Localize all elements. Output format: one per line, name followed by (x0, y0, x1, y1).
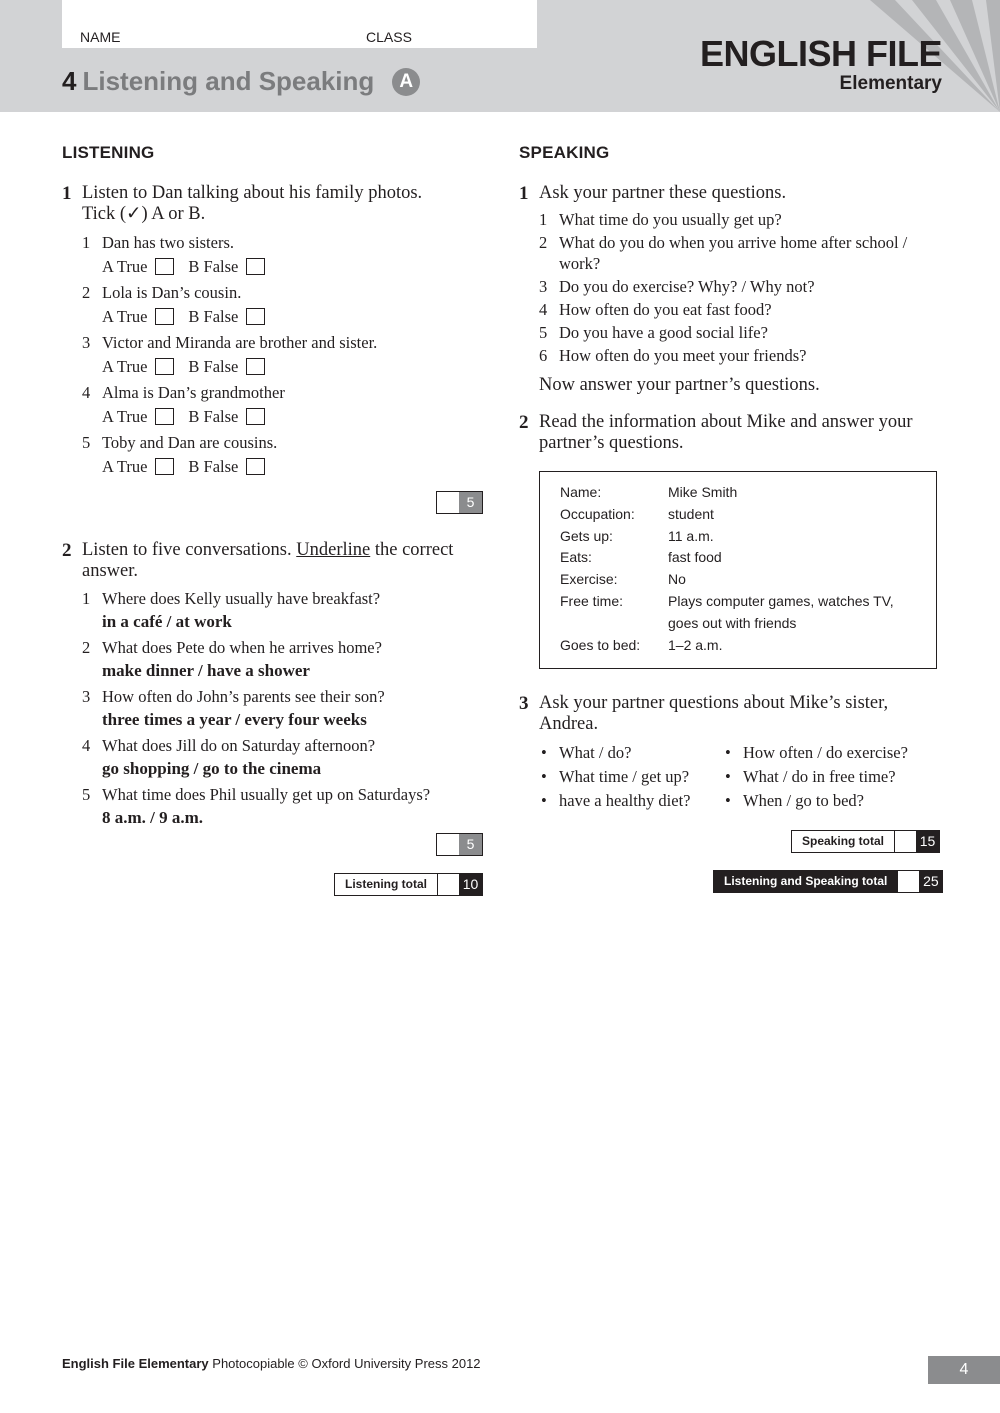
item-text: What time do you usually get up? (559, 210, 782, 229)
info-value: Mike Smith (668, 484, 738, 500)
item-number: 6 (539, 346, 548, 365)
total-label: Listening total (345, 877, 427, 891)
item-question: What time does Phil usually get up on Saturdays? (102, 785, 431, 804)
info-row (560, 591, 936, 635)
option-a-label: A True (102, 407, 148, 426)
info-row (560, 547, 936, 569)
list-item (82, 587, 482, 633)
question-instruction (62, 183, 482, 225)
question-instruction: Read the information about Mike and answer your partner’s questions. (539, 412, 913, 453)
version-badge: A (392, 68, 420, 96)
option-b-label: B False (188, 307, 239, 326)
listening-question-1 (62, 183, 482, 479)
prompt-item: • When / go to bed? (723, 789, 923, 813)
option-b-label: B False (188, 457, 239, 476)
item-question: What does Jill do on Saturday afternoon? (102, 736, 376, 755)
item-number: 3 (539, 277, 548, 296)
option-a-checkbox[interactable] (155, 458, 174, 475)
info-value: fast food (668, 549, 722, 566)
speaking-column (519, 143, 939, 813)
answer-options[interactable]: three times a year / every four weeks (102, 710, 367, 729)
list-item (539, 344, 939, 367)
item-number: 5 (82, 433, 91, 452)
item-text: What do you do when you arrive home after school / work? (559, 233, 908, 273)
speaking-question-1 (519, 183, 939, 396)
item-text: Victor and Miranda are brother and sister. (102, 333, 378, 352)
option-b-checkbox[interactable] (246, 258, 265, 275)
list-item (539, 208, 939, 231)
info-row (560, 526, 936, 548)
score-input[interactable] (437, 492, 459, 513)
list-item (82, 685, 482, 731)
item-number: 3 (82, 687, 91, 706)
speaking-question-3 (519, 693, 939, 813)
info-value: 1–2 a.m. (668, 636, 723, 653)
info-key: Exercise: (560, 571, 618, 588)
unit-title-text: Listening and Speaking (82, 66, 375, 96)
item-text: Dan has two sisters. (102, 233, 234, 252)
item-text: How often do you meet your friends? (559, 346, 807, 365)
prompt-list (519, 741, 939, 813)
option-b-checkbox[interactable] (246, 408, 265, 425)
question-number: 1 (519, 183, 529, 204)
info-value: student (668, 505, 714, 522)
score-max: 5 (459, 834, 482, 855)
speaking-total (791, 830, 940, 853)
item-number: 2 (82, 638, 91, 657)
true-false-options (102, 304, 482, 329)
prompt-item: • What time / get up? (539, 765, 723, 789)
list-item (539, 275, 939, 298)
item-number: 5 (539, 323, 548, 342)
listening-q2-score (436, 833, 483, 856)
question-instruction: Ask your partner these questions. (539, 183, 787, 203)
prompt-item: • What / do? (539, 741, 723, 765)
option-b-label: B False (188, 357, 239, 376)
instruction-underlined: Underline (296, 540, 371, 560)
item-number: 2 (539, 233, 548, 252)
true-false-options (102, 254, 482, 279)
list-item (539, 231, 939, 275)
question-number: 2 (519, 412, 529, 433)
listening-q1-score (436, 491, 483, 514)
item-number: 3 (82, 333, 91, 352)
info-value: Plays computer games, watches TV, goes out with friends (668, 592, 894, 631)
question-number: 2 (62, 540, 72, 561)
info-row (560, 504, 936, 526)
total-input[interactable] (437, 874, 459, 895)
info-row (560, 569, 936, 591)
question-number: 1 (62, 183, 72, 204)
info-key: Eats: (560, 549, 592, 566)
brand-logo (700, 34, 942, 94)
speaking-heading: SPEAKING (519, 143, 610, 162)
info-row (560, 482, 936, 504)
instruction-line: Tick (✓) A or B. (82, 204, 206, 224)
answer-options[interactable]: go shopping / go to the cinema (102, 759, 322, 778)
total-input[interactable] (894, 831, 916, 852)
page-number: 4 (928, 1356, 1000, 1384)
option-b-checkbox[interactable] (246, 358, 265, 375)
grand-total (713, 870, 943, 893)
name-label: NAME (80, 29, 121, 45)
listening-column (62, 143, 482, 481)
item-number: 1 (82, 233, 91, 252)
info-card (539, 471, 937, 669)
info-row (560, 635, 936, 657)
unit-number: 4 (62, 66, 77, 96)
total-value: 10 (459, 874, 482, 895)
footer-book-title: English File Elementary (62, 1356, 209, 1371)
true-false-options (102, 354, 482, 379)
name-class-bar (62, 0, 537, 48)
option-b-label: B False (188, 257, 239, 276)
option-a-checkbox[interactable] (155, 258, 174, 275)
footer-credit (62, 1356, 481, 1371)
score-max: 5 (459, 492, 482, 513)
listening-heading: LISTENING (62, 143, 155, 162)
item-text: Alma is Dan’s grandmother (102, 383, 285, 402)
brand-title: ENGLISH FILE (699, 33, 942, 74)
list-item (82, 783, 482, 829)
option-a-checkbox[interactable] (155, 408, 174, 425)
info-key: Gets up: (560, 527, 613, 544)
list-item (82, 431, 482, 479)
answer-options[interactable]: 8 a.m. / 9 a.m. (102, 808, 204, 827)
option-a-label: A True (102, 357, 148, 376)
list-item (82, 231, 482, 279)
item-question: Where does Kelly usually have breakfast? (102, 589, 381, 608)
option-b-checkbox[interactable] (246, 308, 265, 325)
instruction-text: the correct answer. (82, 540, 454, 581)
list-item (539, 321, 939, 344)
item-number: 4 (82, 736, 91, 755)
item-question: How often do John’s parents see their son? (102, 687, 385, 706)
brand-subtitle: Elementary (839, 73, 942, 94)
option-b-label: B False (188, 407, 239, 426)
item-number: 1 (539, 210, 548, 229)
listening-question-2 (62, 540, 482, 829)
total-value: 15 (916, 831, 939, 852)
follow-up-instruction: Now answer your partner’s questions. (539, 375, 820, 395)
total-label: Speaking total (802, 834, 885, 848)
item-number: 4 (82, 383, 91, 402)
info-value: No (668, 571, 686, 588)
page-header (0, 0, 1000, 112)
question-instruction: Ask your partner questions about Mike’s sister, Andrea. (539, 693, 889, 735)
item-text: Lola is Dan’s cousin. (102, 283, 242, 302)
answer-options[interactable]: make dinner / have a shower (102, 661, 310, 680)
item-text: Do you do exercise? Why? / Why not? (559, 277, 815, 296)
instruction-line: Listen to Dan talking about his family photos. (82, 183, 423, 203)
question-instruction (62, 540, 482, 582)
total-label: Listening and Speaking total (714, 871, 897, 892)
item-number: 1 (82, 589, 91, 608)
footer-copyright: Photocopiable © Oxford University Press 2012 (208, 1356, 481, 1371)
total-value: 25 (919, 871, 942, 892)
true-false-options (102, 454, 482, 479)
list-item (82, 281, 482, 329)
instruction-text: Listen to five conversations. (82, 540, 297, 560)
info-key: Occupation: (560, 505, 635, 522)
true-false-options (102, 404, 482, 429)
listening-total (334, 873, 483, 896)
unit-title (62, 66, 420, 97)
info-key: Free time: (560, 592, 624, 609)
option-a-checkbox[interactable] (155, 308, 174, 325)
item-number: 2 (82, 283, 91, 302)
item-text: Do you have a good social life? (559, 323, 768, 342)
total-input[interactable] (897, 871, 919, 892)
option-a-checkbox[interactable] (155, 358, 174, 375)
item-text: How often do you eat fast food? (559, 300, 772, 319)
option-a-label: A True (102, 307, 148, 326)
list-item (539, 298, 939, 321)
list-item (82, 636, 482, 682)
info-key: Goes to bed: (560, 636, 641, 653)
info-value: 11 a.m. (668, 527, 714, 544)
item-number: 4 (539, 300, 548, 319)
score-input[interactable] (437, 834, 459, 855)
prompt-item: • How often / do exercise? (723, 741, 923, 765)
question-number: 3 (519, 693, 529, 715)
option-b-checkbox[interactable] (246, 458, 265, 475)
item-text: Toby and Dan are cousins. (102, 433, 278, 452)
option-a-label: A True (102, 257, 148, 276)
prompt-item: • What / do in free time? (723, 765, 923, 789)
list-item (82, 734, 482, 780)
list-item (82, 381, 482, 429)
list-item (82, 331, 482, 379)
item-number: 5 (82, 785, 91, 804)
answer-options[interactable]: in a café / at work (102, 612, 232, 631)
speaking-question-2 (519, 412, 939, 669)
info-key: Name: (560, 484, 602, 500)
prompt-item: • have a healthy diet? (539, 789, 723, 813)
option-a-label: A True (102, 457, 148, 476)
item-question: What does Pete do when he arrives home? (102, 638, 382, 657)
class-label: CLASS (366, 29, 412, 45)
